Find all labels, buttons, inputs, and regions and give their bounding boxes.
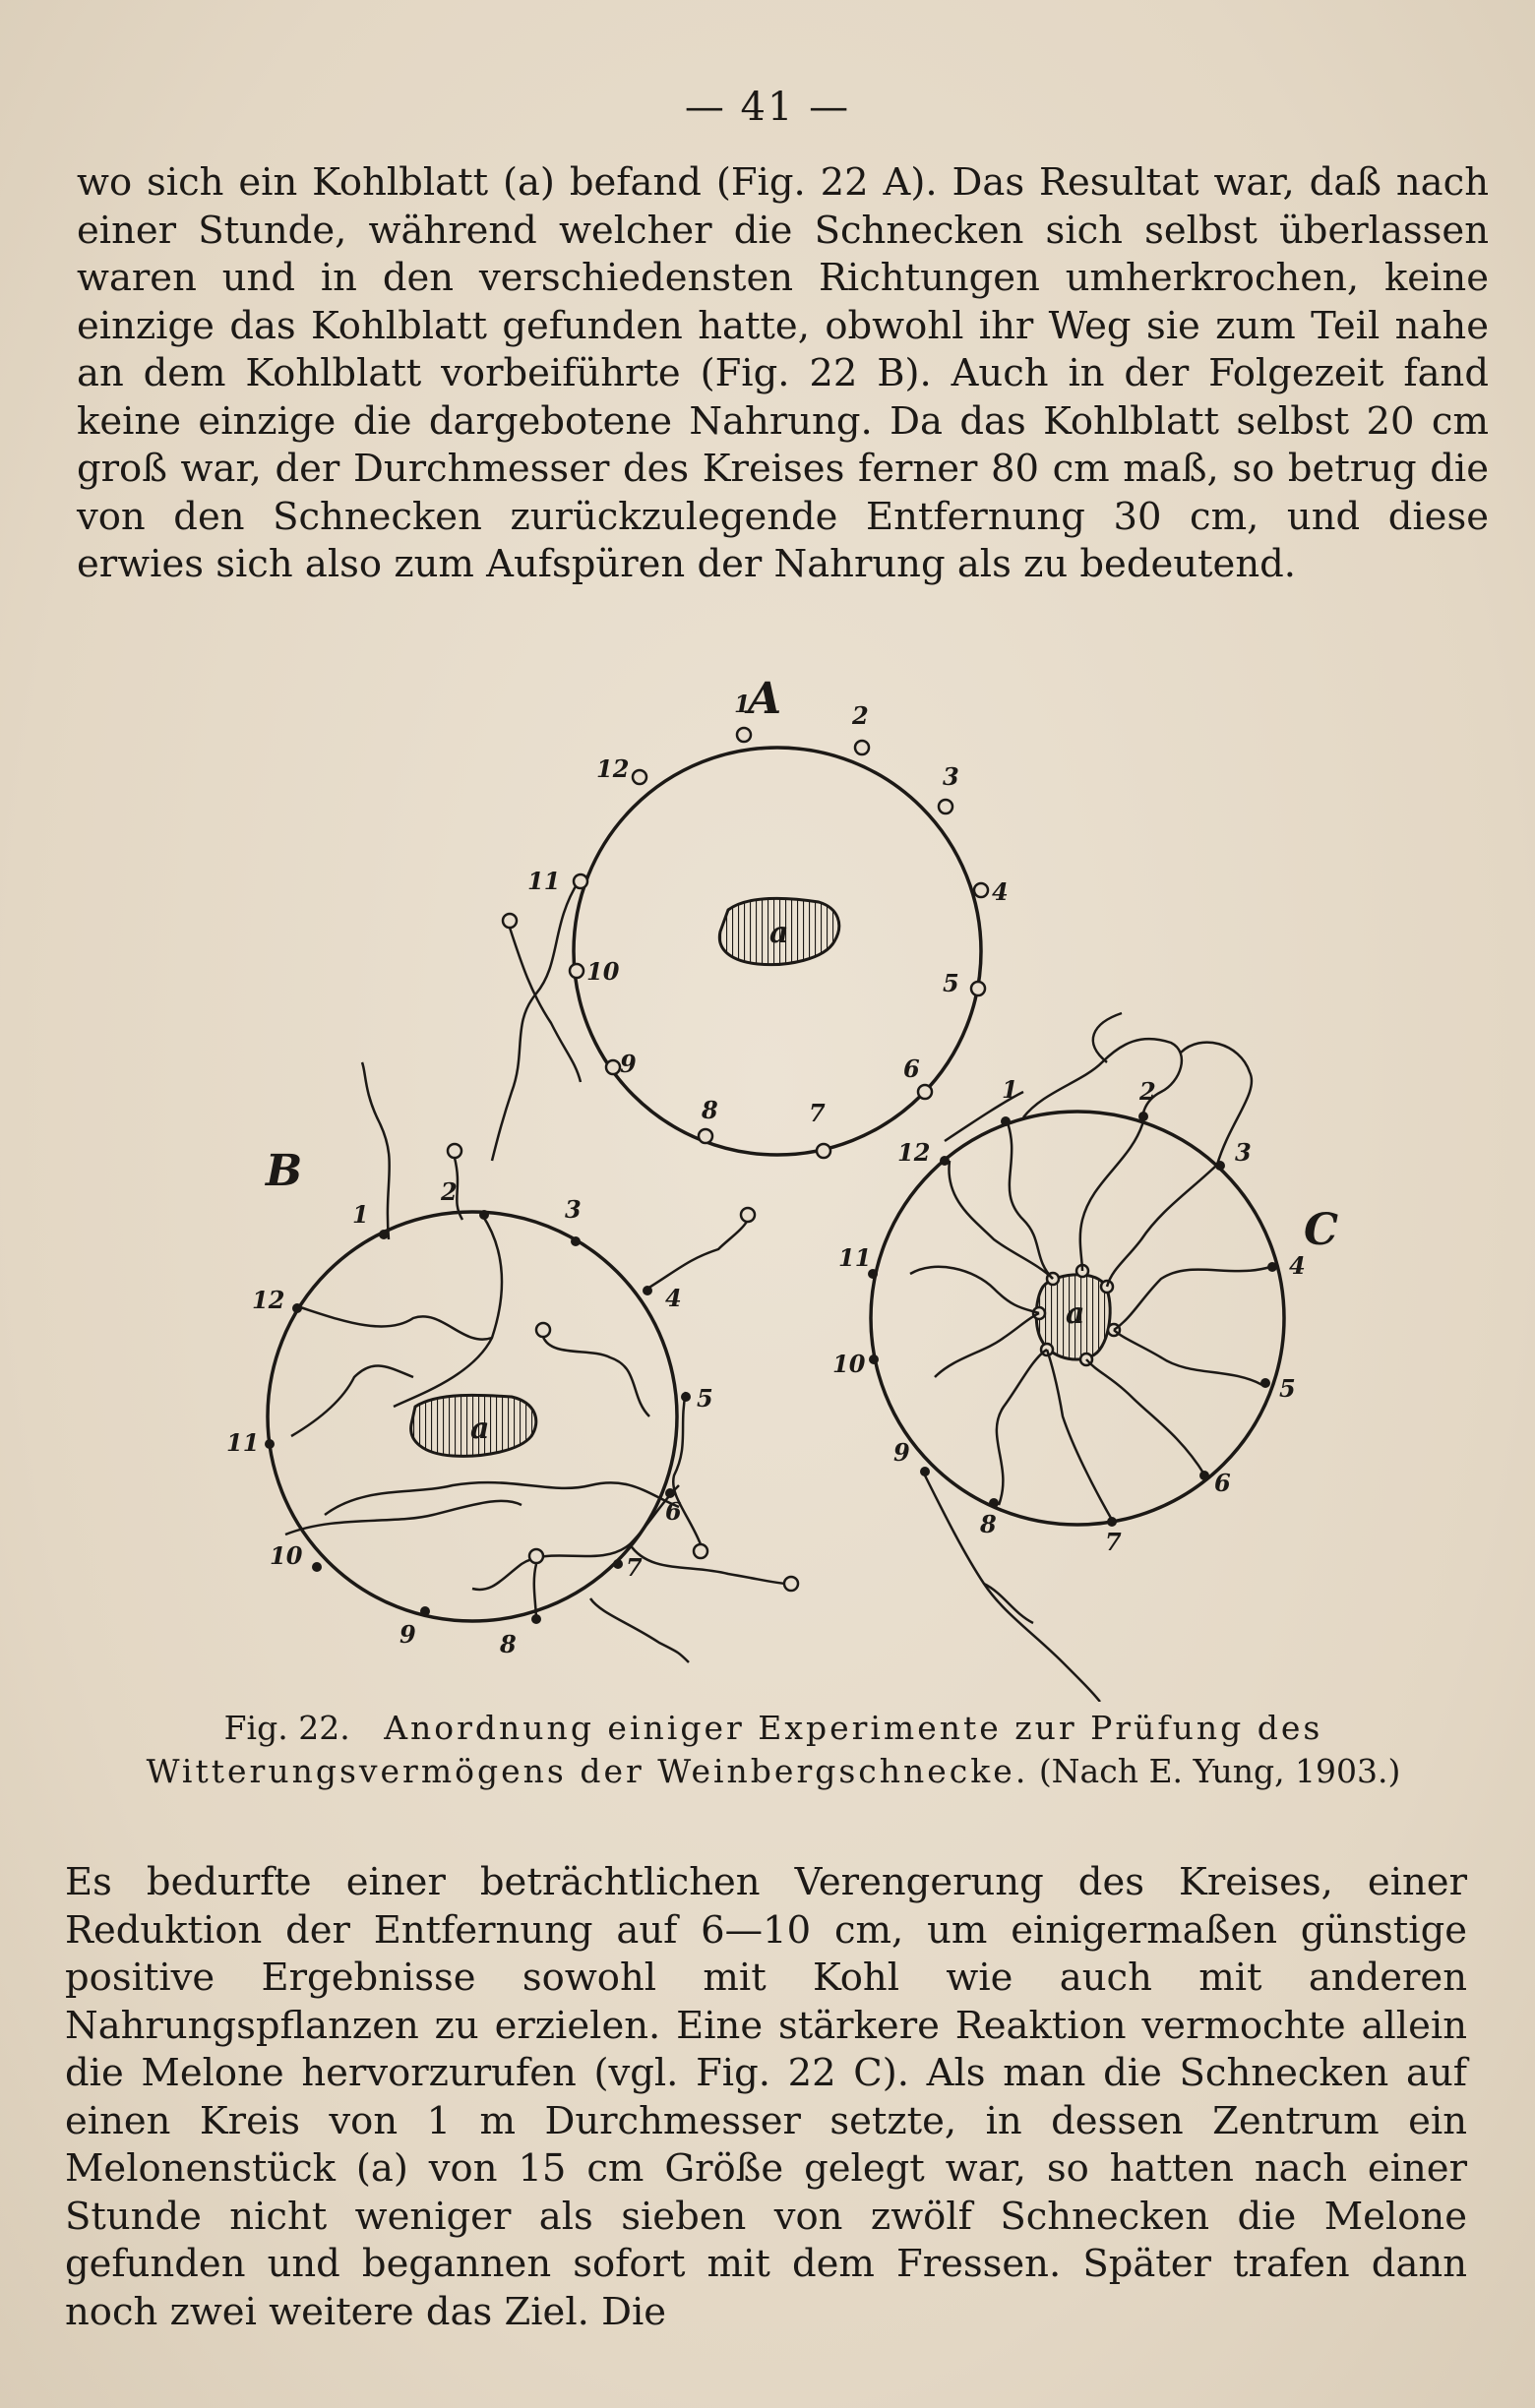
panel-c-pt-9: 9: [893, 1438, 910, 1467]
panel-b-pt-6: 6: [665, 1497, 682, 1526]
panel-b-pt-4: 4: [665, 1284, 682, 1312]
panel-c-pt-3: 3: [1235, 1138, 1252, 1167]
panel-c-pt-1: 1: [1002, 1075, 1018, 1104]
panel-b-pt-10: 10: [270, 1541, 303, 1570]
caption-label: Fig. 22.: [223, 1709, 350, 1747]
panel-a-pt-8: 8: [702, 1096, 718, 1124]
panel-a-pt-4: 4: [992, 877, 1009, 906]
panel-b-pt-5: 5: [697, 1384, 713, 1413]
panel-a-pt-9: 9: [620, 1050, 637, 1078]
panel-b-pt-9: 9: [399, 1620, 416, 1649]
panel-a-pt-11: 11: [527, 867, 561, 895]
figure-caption: [65, 1707, 1482, 1793]
panel-c-pt-6: 6: [1214, 1469, 1231, 1497]
panel-c: [832, 1013, 1338, 1702]
panel-a-food-label: a: [769, 916, 789, 950]
panel-a-pt-3: 3: [943, 762, 959, 791]
panel-b-pt-2: 2: [441, 1177, 458, 1206]
panel-b: [226, 1062, 798, 1662]
panel-c-pt-4: 4: [1289, 1251, 1306, 1280]
panel-b-pt-3: 3: [565, 1195, 582, 1224]
page-number: — 41 —: [684, 85, 851, 130]
panel-c-pt-12: 12: [897, 1138, 931, 1167]
caption-text: Anordnung einiger Experimente zur Prüfung des Witterungsvermögens der Weinbergschnecke.: [146, 1709, 1323, 1790]
panel-a: [492, 674, 1009, 1161]
panel-a-pt-6: 6: [903, 1054, 920, 1083]
panel-c-letter: C: [1304, 1205, 1339, 1255]
panel-c-pt-5: 5: [1279, 1374, 1296, 1403]
panel-a-pt-12: 12: [596, 754, 630, 783]
figure-svg: [0, 630, 1535, 1702]
panel-c-pt-8: 8: [980, 1510, 997, 1538]
panel-c-food-label: a: [1066, 1296, 1085, 1331]
panel-b-letter: B: [266, 1146, 303, 1196]
panel-b-food-label: a: [470, 1412, 490, 1446]
panel-a-pt-5: 5: [943, 969, 959, 997]
panel-b-pt-7: 7: [626, 1553, 643, 1582]
panel-b-pt-12: 12: [252, 1286, 285, 1314]
paragraph-top: wo sich ein Kohlblatt (a) befand (Fig. 22 A). Das Resultat war, daß nach einer Stunde, während welcher die Schnecken sich selbst überlassen waren und in den verschiedensten Richtungen umherkrochen, keine einzige das Kohlblatt gefunden hatte, obwohl ihr Weg sie zum Teil nahe an dem Kohlblatt vorbeiführte (Fig. 22 B). Auch in der Folgezeit fand keine einzige die dargebotene Nahrung. Da das Kohlblatt selbst 20 cm groß war, der Durchmesser des Kreises ferner 80 cm maß, so betrug die von den Schnecken zurückzulegende Entfernung 30 cm, und diese erwies sich also zum Aufspüren der Nahrung als zu bedeutend.: [77, 160, 1489, 586]
panel-a-letter: A: [748, 674, 782, 724]
panel-b-pt-11: 11: [226, 1428, 260, 1457]
panel-a-pt-1: 1: [734, 690, 751, 718]
panel-a-pt-10: 10: [586, 957, 620, 986]
paragraph-bottom: Es bedurfte einer beträchtlichen Verengerung des Kreises, einer Reduktion der Entfernung auf 6—10 cm, um einigermaßen günstige positive Ergebnisse sowohl mit Kohl wie auch mit anderen Nahrungspflanzen zu erzielen. Eine stärkere Reaktion vermochte allein die Melone hervorzurufen (vgl. Fig. 22 C). Als man die Schnecken auf einen Kreis von 1 m Durchmesser setzte, in dessen Zentrum ein Melonenstück (a) von 15 cm Größe gelegt war, so hatten nach einer Stunde nicht weniger als sieben von zwölf Schnecken die Melone gefunden und begannen sofort mit dem Fressen. Später trafen dann noch zwei weitere das Ziel. Die: [65, 1860, 1467, 2334]
panel-a-pt-7: 7: [809, 1099, 826, 1127]
panel-c-pt-11: 11: [838, 1243, 872, 1272]
caption-source: (Nach E. Yung, 1903.): [1038, 1752, 1401, 1790]
panel-c-pt-7: 7: [1105, 1528, 1122, 1556]
panel-c-pt-2: 2: [1139, 1077, 1156, 1106]
panel-b-pt-1: 1: [352, 1200, 369, 1229]
panel-c-pt-10: 10: [832, 1350, 866, 1378]
panel-a-pt-2: 2: [852, 701, 869, 730]
figure-22: [0, 630, 1535, 1702]
panel-b-pt-8: 8: [500, 1630, 517, 1658]
